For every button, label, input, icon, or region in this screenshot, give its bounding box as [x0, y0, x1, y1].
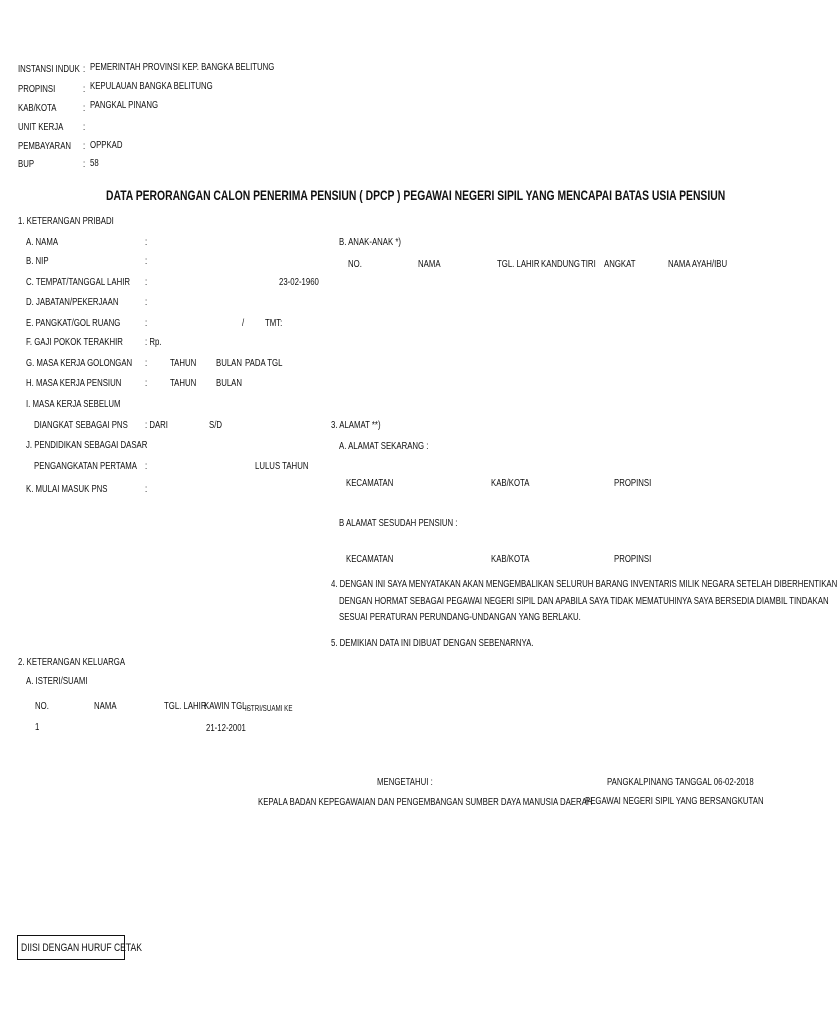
alamat-sesudah-label: B ALAMAT SESUDAH PENSIUN : — [339, 518, 458, 529]
alamat-heading: 3. ALAMAT **) — [331, 420, 381, 431]
huruf-cetak-box — [17, 935, 142, 960]
field-pangkat-label: E. PANGKAT/GOL RUANG — [26, 318, 121, 329]
field-mkg-bulan: BULAN — [216, 358, 243, 369]
anak-col-angkat: ANGKAT — [604, 259, 636, 270]
field-jabatan-colon: : — [145, 297, 148, 308]
pernyataan-line-3: SESUAI PERATURAN PERUNDANG-UNDANGAN YANG BERLAKU. — [339, 612, 581, 623]
unitkerja-label: UNIT KERJA — [18, 122, 64, 133]
instansi-sep: : — [83, 64, 86, 75]
field-nip-colon: : — [145, 256, 148, 267]
field-ttl-label: C. TEMPAT/TANGGAL LAHIR — [26, 277, 131, 288]
anak-col-nama: NAMA — [418, 259, 441, 270]
keluarga-row-no: 1 — [35, 722, 40, 733]
anak-heading: B. ANAK-ANAK *) — [339, 237, 401, 248]
keluarga-col-kawintgl: KAWIN TGL. — [204, 701, 249, 712]
field-pendidikan-label: J. PENDIDIKAN SEBAGAI DASAR — [26, 440, 148, 451]
pribadi-heading: 1. KETERANGAN PRIBADI — [18, 216, 114, 227]
field-mulai-colon: : — [145, 484, 148, 495]
field-mks-sd: S/D — [209, 420, 223, 431]
field-nama-label: A. NAMA — [26, 237, 59, 248]
field-mkg-padatgl: PADA TGL — [245, 358, 283, 369]
bup-label: BUP — [18, 159, 35, 170]
field-mkg-colon: : — [145, 358, 148, 369]
bup-value: 58 — [90, 158, 99, 169]
field-mkp-colon: : — [145, 378, 148, 389]
place-date-label: PANGKALPINANG TANGGAL 06-02-2018 — [607, 777, 754, 788]
keluarga-col-tgllahir: TGL. LAHIR — [164, 701, 207, 712]
alamat-sekarang-propinsi: PROPINSI — [614, 478, 652, 489]
field-jabatan-label: D. JABATAN/PEKERJAAN — [26, 297, 119, 308]
field-pendidikan-colon: : — [145, 461, 148, 472]
field-mks-label2: DIANGKAT SEBAGAI PNS — [34, 420, 128, 431]
instansi-value: PEMERINTAH PROVINSI KEP. BANGKA BELITUNG — [90, 62, 275, 73]
alamat-sekarang-kecamatan: KECAMATAN — [346, 478, 394, 489]
anak-col-ayahibu: NAMA AYAH/IBU — [668, 259, 728, 270]
field-ttl-date: 23-02-1960 — [279, 277, 319, 288]
kepala-badan-label: KEPALA BADAN KEPEGAWAIAN DAN PENGEMBANGAN SUMBER DAYA MANUSIA DAERAH — [258, 797, 593, 808]
keluarga-col-no: NO. — [35, 701, 49, 712]
propinsi-sep: : — [83, 84, 86, 95]
field-ttl-colon: : — [145, 277, 148, 288]
unitkerja-sep: : — [83, 122, 86, 133]
field-pangkat-slash: / — [242, 318, 245, 329]
field-pangkat-tmt: TMT: — [265, 318, 283, 329]
anak-col-kandung: KANDUNG — [541, 259, 581, 270]
anak-col-tgllahir: TGL. LAHIR — [497, 259, 540, 270]
kabkota-label: KAB/KOTA — [18, 103, 57, 114]
alamat-sesudah-kecamatan: KECAMATAN — [346, 554, 394, 565]
pembayaran-sep: : — [83, 141, 86, 152]
mengetahui-label: MENGETAHUI : — [377, 777, 433, 788]
alamat-sesudah-propinsi: PROPINSI — [614, 554, 652, 565]
document-title: DATA PERORANGAN CALON PENERIMA PENSIUN ( DPCP ) PEGAWAI NEGERI SIPIL YANG MENCAPAI BATAS USIA PENSIUN — [106, 187, 726, 203]
pernyataan-line-2: DENGAN HORMAT SEBAGAI PEGAWAI NEGERI SIPIL DAN APABILA SAYA TIDAK MEMATUHINYA SAYA BERSEDIA DIAMBIL TINDAKAN — [339, 596, 829, 607]
anak-col-no: NO. — [348, 259, 362, 270]
bup-sep: : — [83, 159, 86, 170]
propinsi-value: KEPULAUAN BANGKA BELITUNG — [90, 81, 213, 92]
field-mkp-bulan: BULAN — [216, 378, 243, 389]
field-nip-label: B. NIP — [26, 256, 49, 267]
keluarga-row-kawin: 21-12-2001 — [206, 723, 246, 734]
alamat-sekarang-label: A. ALAMAT SEKARANG : — [339, 441, 429, 452]
field-mks-dari: : DARI — [145, 420, 168, 431]
field-mks-label: I. MASA KERJA SEBELUM — [26, 399, 121, 410]
keluarga-col-ke: ISTRI/SUAMI KE — [245, 704, 293, 713]
alamat-sekarang-kabkota: KAB/KOTA — [491, 478, 530, 489]
field-pendidikan-lulus: LULUS TAHUN — [255, 461, 309, 472]
pegawai-label: PEGAWAI NEGERI SIPIL YANG BERSANGKUTAN — [585, 796, 764, 807]
keluarga-isteri-label: A. ISTERI/SUAMI — [26, 676, 88, 687]
pernyataan-item-5: 5. DEMIKIAN DATA INI DIBUAT DENGAN SEBENARNYA. — [331, 638, 534, 649]
field-pangkat-colon: : — [145, 318, 148, 329]
instansi-label: INSTANSI INDUK — [18, 64, 80, 75]
field-pendidikan-label2: PENGANGKATAN PERTAMA — [34, 461, 138, 472]
pembayaran-label: PEMBAYARAN — [18, 141, 72, 152]
field-mulai-label: K. MULAI MASUK PNS — [26, 484, 108, 495]
pembayaran-value: OPPKAD — [90, 140, 123, 151]
keluarga-col-nama: NAMA — [94, 701, 117, 712]
field-mkg-tahun: TAHUN — [170, 358, 197, 369]
kabkota-sep: : — [83, 103, 86, 114]
huruf-cetak-label: DIISI DENGAN HURUF CETAK — [21, 942, 142, 954]
kabkota-value: PANGKAL PINANG — [90, 100, 159, 111]
pernyataan-line-1: 4. DENGAN INI SAYA MENYATAKAN AKAN MENGEMBALIKAN SELURUH BARANG INVENTARIS MILIK NEGARA SETELAH DIBERHENTIKAN — [331, 579, 837, 590]
field-gaji-value: : Rp. — [145, 337, 162, 348]
field-mkg-label: G. MASA KERJA GOLONGAN — [26, 358, 133, 369]
field-gaji-label: F. GAJI POKOK TERAKHIR — [26, 337, 123, 348]
alamat-sesudah-kabkota: KAB/KOTA — [491, 554, 530, 565]
keluarga-heading: 2. KETERANGAN KELUARGA — [18, 657, 126, 668]
field-mkp-label: H. MASA KERJA PENSIUN — [26, 378, 122, 389]
field-nama-colon: : — [145, 237, 148, 248]
anak-col-tiri: TIRI — [581, 259, 596, 270]
field-mkp-tahun: TAHUN — [170, 378, 197, 389]
propinsi-label: PROPINSI — [18, 84, 56, 95]
